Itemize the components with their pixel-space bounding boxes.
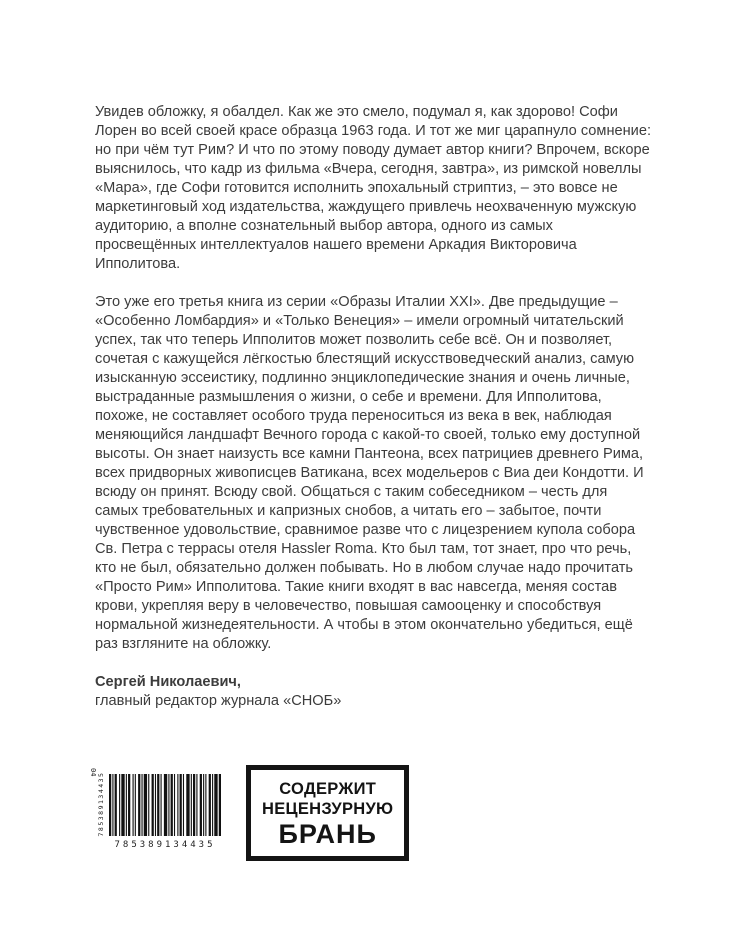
badge-line-3: БРАНЬ xyxy=(278,819,377,849)
barcode-corner-text: 04 xyxy=(89,768,97,777)
badge-line-1: СОДЕРЖИТ xyxy=(279,780,377,798)
barcode-number: 785389134435 xyxy=(114,840,216,850)
signature-title: главный редактор журнала «СНОБ» xyxy=(95,693,342,709)
barcode xyxy=(89,768,227,862)
signature-block xyxy=(95,673,651,711)
profanity-warning-badge xyxy=(246,765,409,861)
signature-name: Сергей Николаевич, xyxy=(95,674,241,690)
blurb-paragraph-2: Это уже его третья книга из серии «Образы Италии XXI». Две предыдущие – «Особенно Ломбардия» и «Только Венеция» – имели огромный читательский успех, так что теперь Ипполитов может позволить себе всё. Он и позволяет, сочетая с кажущейся лёгкостью блестящий искусствоведческий анализ, самую изысканную эссеистику, подлинно энциклопедические знания и очень личные, выстраданные размышления о жизни, о себе и времени. Для Ипполитова, похоже, не составляет особого труда переноситься из века в век, наблюдая меняющийся ландшафт Вечного города с какой-то своей, только ему доступной высоты. Он знает наизусть все камни Пантеона, всех патрициев древнего Рима, всех придворных живописцев Ватикана, всех модельеров с Виа деи Кондотти. И всюду он принят. Всюду свой. Общаться с таким собеседником – честь для самых требовательных и капризных снобов, а читать его – забытое, почти чувственное удовольствие, сравнимое разве что с лицезрением купола собора Св. Петра с террасы отеля Hassler Roma. Кто был там, тот знает, про что речь, кто не был, обязательно должен побывать. Но в любом случае надо прочитать «Просто Рим» Ипполитова. Такие книги входят в вас навсегда, меняя состав крови, укрепляя веру в человечество, повышая самооценку и способствуя нормальной жизнедеятельности. А чтобы в этом окончательно убедиться, ещё раз взгляните на обложку. xyxy=(95,294,644,652)
blurb-paragraph-1: Увидев обложку, я обалдел. Как же это смело, подумал я, как здорово! Софи Лорен во всей своей красе образца 1963 года. И тот же миг царапнуло сомнение: но при чём тут Рим? И что по этому поводу думает автор книги? Впрочем, вскоре выяснилось, что кадр из фильма «Вчера, сегодня, завтра», из римской новеллы «Мара», где Софи готовится исполнить эпохальный стриптиз, – это вовсе не маркетинговый ход издательства, жаждущего привлечь неохваченную мужскую аудиторию, а вполне сознательный выбор автора, одного из самых просвещённых интеллектуалов нашего времени Аркадия Викторовича Ипполитова. xyxy=(95,104,652,272)
barcode-side-number: 785389134435 xyxy=(97,771,105,837)
badge-line-2: НЕЦЕНЗУРНУЮ xyxy=(262,800,394,818)
barcode-bars-icon xyxy=(109,774,221,836)
book-blurb xyxy=(95,103,651,711)
